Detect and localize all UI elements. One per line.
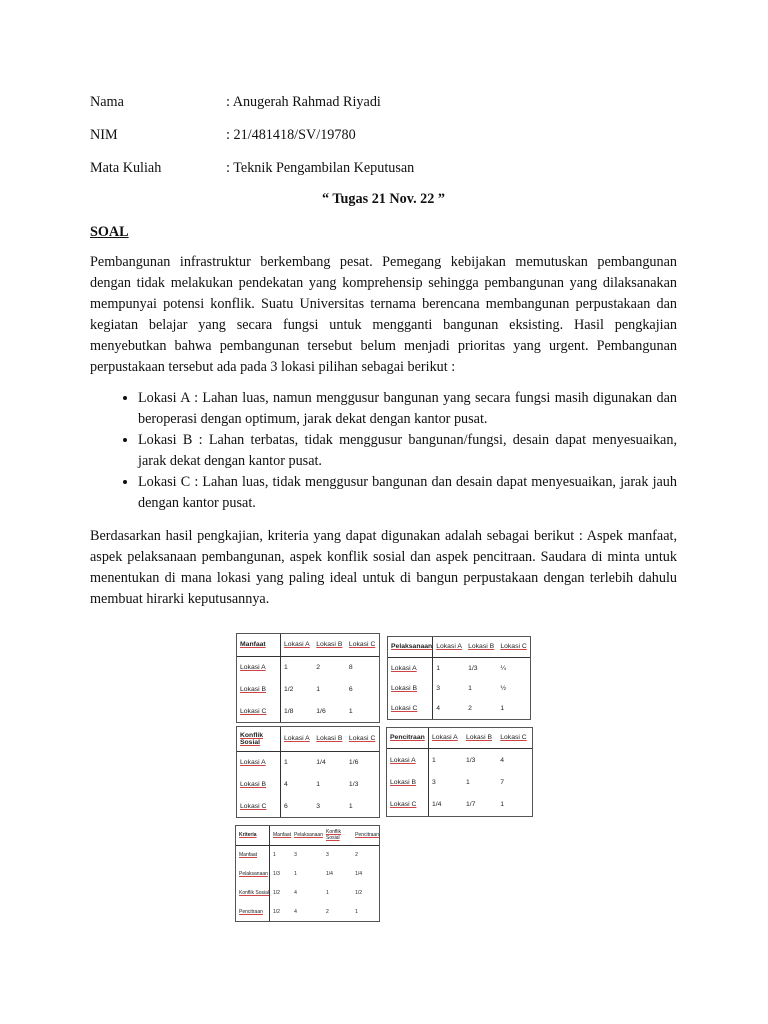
table-corner: Konflik Sosial [237,727,281,751]
table-cell: 1/4 [432,801,442,809]
row-label: Manfaat [236,845,270,865]
table-cell: 1 [355,908,358,915]
table-cell: 1/4 [355,871,363,878]
location-list [90,388,677,514]
section-heading-soal: SOAL [90,224,129,240]
table-cell: 7 [500,779,505,787]
table-cell: 1 [465,779,470,787]
table-row [388,699,530,719]
table-corner: Manfaat [237,634,281,656]
table-cell: 1 [284,759,288,767]
table-cell: ½ [500,685,506,693]
table-cell: 1/6 [348,759,359,767]
table-cell: 3 [316,802,321,810]
table-cell: 3 [436,685,440,693]
table-cell: 1 [316,781,321,789]
row-label: Lokasi A [237,751,281,774]
table-row [236,884,379,903]
row-label: Lokasi C [388,699,433,719]
column-header: Lokasi B [313,727,346,751]
column-header: Lokasi C [497,637,530,657]
table-cell: 1/2 [355,890,363,897]
nim-value: : 21/481418/SV/19780 [226,127,356,143]
table-cell: 1 [273,852,276,859]
nama-value: : Anugerah Rahmad Riyadi [226,94,381,110]
row-label: Lokasi C [237,701,281,723]
meta-nama [90,92,677,125]
row-label: Lokasi C [387,794,429,816]
table-manfaat [236,633,380,723]
column-header: Lokasi A [281,727,314,751]
table-cell: ¼ [500,664,506,672]
table-cell: 4 [436,705,440,713]
table-cell: 1 [436,664,440,672]
column-header: Lokasi A [429,728,463,748]
column-header: Pelaksanaan [291,826,323,845]
column-header: Manfaat [270,826,292,845]
table-row [237,774,379,795]
table-cell: 1/3 [468,664,478,672]
table-cell: 6 [284,802,288,810]
table-cell: 1 [348,802,353,810]
table-cell: 1/2 [284,686,294,694]
table-cell: 3 [326,852,329,859]
table-row [237,701,379,723]
location-item-c: • Lokasi C : Lahan luas, tidak menggusur bangunan dan desain dapat menyesuaikan, jarak jauh dengan kantor pusat. [138,472,677,514]
column-header: Lokasi C [497,728,532,748]
table-row [237,751,379,774]
table-corner: Pencitraan [387,728,429,748]
row-label: Lokasi A [237,656,281,679]
table-cell: 1/2 [273,890,280,897]
table-cell: 4 [284,781,288,789]
table-cell: 1/2 [273,908,280,915]
table-pencitraan [386,727,533,817]
table-cell: 1/4 [326,871,333,878]
table-cell: 1 [284,664,288,672]
table-cell: 1/3 [348,781,359,789]
row-label: Lokasi B [388,679,433,699]
column-header: Lokasi B [465,637,497,657]
table-cell: 2 [468,705,472,713]
table-kriteria [235,825,380,922]
table-cell: 4 [294,890,297,897]
intro-paragraph: Pembangunan infrastruktur berkembang pesat. Pemegang kebijakan memutuskan pembangunan dengan tidak melakukan pendekatan yang komprehensip sehingga pembangunan yang dilaksanakan mempunyai potensi konflik. Suatu Universitas ternama berencana membangunan perpustakaan dan kegiatan belajar yang secara fungsi untuk mengganti bangunan eksisting. Hasil pengkajian menyebutkan bahwa pembangunan tersebut belum menjadi prioritas yang urgent. Pembangunan perpustakaan tersebut ada pada 3 lokasi pilihan sebagai berikut : [90,254,677,375]
table-row [237,796,379,818]
table-konflik-sosial [236,726,380,818]
location-item-a: • Lokasi A : Lahan luas, namun menggusur bangunan yang secara fungsi masih digunakan dan beroperasi dengan optimum, jarak dekat dengan kantor pusat. [138,388,677,430]
table-cell: 2 [326,908,329,915]
row-label: Lokasi B [237,774,281,795]
meta-mata-kuliah [90,158,677,191]
table-cell: 3 [432,779,436,787]
table-pelaksanaan [387,636,531,720]
location-item-b: • Lokasi B : Lahan terbatas, tidak menggusur bangunan/fungsi, desain dapat menyesuaikan, jarak dekat dengan kantor pusat. [138,430,677,472]
table-cell: 1/4 [316,759,326,767]
table-row [388,657,530,679]
table-cell: 1 [468,685,472,693]
column-header: Lokasi B [313,634,346,656]
table-cell: 1 [500,705,505,713]
column-header: Lokasi C [346,727,379,751]
row-label: Konflik Sosial [236,884,270,903]
table-row [388,679,530,699]
table-cell: 1 [348,707,353,715]
table-row [236,845,379,865]
table-corner: Pelaksanaan [388,637,433,657]
table-row [237,679,379,700]
mata-kuliah-label: Mata Kuliah [90,160,162,176]
table-row [387,772,532,794]
column-header: Lokasi B [463,728,497,748]
table-cell: 6 [348,686,353,694]
column-header: Pencitraan [352,826,379,845]
table-cell: 4 [500,756,505,764]
row-label: Lokasi B [237,679,281,700]
column-header: Lokasi C [346,634,379,656]
table-cell: 4 [294,908,297,915]
row-label: Pelaksanaan [236,865,270,884]
criteria-paragraph: Berdasarkan hasil pengkajian, kriteria yang dapat digunakan adalah sebagai berikut : Aspek manfaat, aspek pelaksanaan pembangunan, aspek konflik sosial dan aspek pencitraan. Saudara di minta untuk menentukan di mana lokasi yang paling ideal untuk di bangun perpustakaan dengan terlebih dahulu membuat hirarki keputusannya. [90,528,677,607]
table-cell: 2 [355,852,358,859]
column-header: Lokasi A [433,637,465,657]
table-cell: 1/7 [465,801,476,809]
meta-nim [90,125,677,158]
table-cell: 3 [294,852,297,859]
table-cell: 1 [316,686,321,694]
table-cell: 1 [432,756,436,764]
assignment-title: “ Tugas 21 Nov. 22 ” [322,191,445,207]
table-cell: 1 [500,801,505,809]
column-header: Konflik Sosial [323,826,352,845]
row-label: Lokasi C [237,796,281,818]
table-row [237,656,379,679]
nim-label: NIM [90,127,118,143]
document-body [90,92,677,610]
table-row [387,748,532,772]
table-cell: 1/6 [316,707,326,715]
table-row [236,902,379,921]
table-cell: 1/3 [465,756,476,764]
table-cell: 1 [326,890,329,897]
table-cell: 8 [348,664,353,672]
table-cell: 1/8 [284,707,294,715]
row-label: Lokasi A [388,657,433,679]
table-cell: 2 [316,664,321,672]
nama-label: Nama [90,94,124,110]
row-label: Lokasi A [387,748,429,772]
mata-kuliah-value: : Teknik Pengambilan Keputusan [226,160,415,176]
table-cell: 1 [294,871,297,878]
table-row [236,865,379,884]
table-corner: Kriteria [236,826,270,845]
table-cell: 1/3 [273,871,280,878]
row-label: Lokasi B [387,772,429,794]
table-row [387,794,532,816]
column-header: Lokasi A [281,634,314,656]
row-label: Pencitraan [236,902,270,921]
